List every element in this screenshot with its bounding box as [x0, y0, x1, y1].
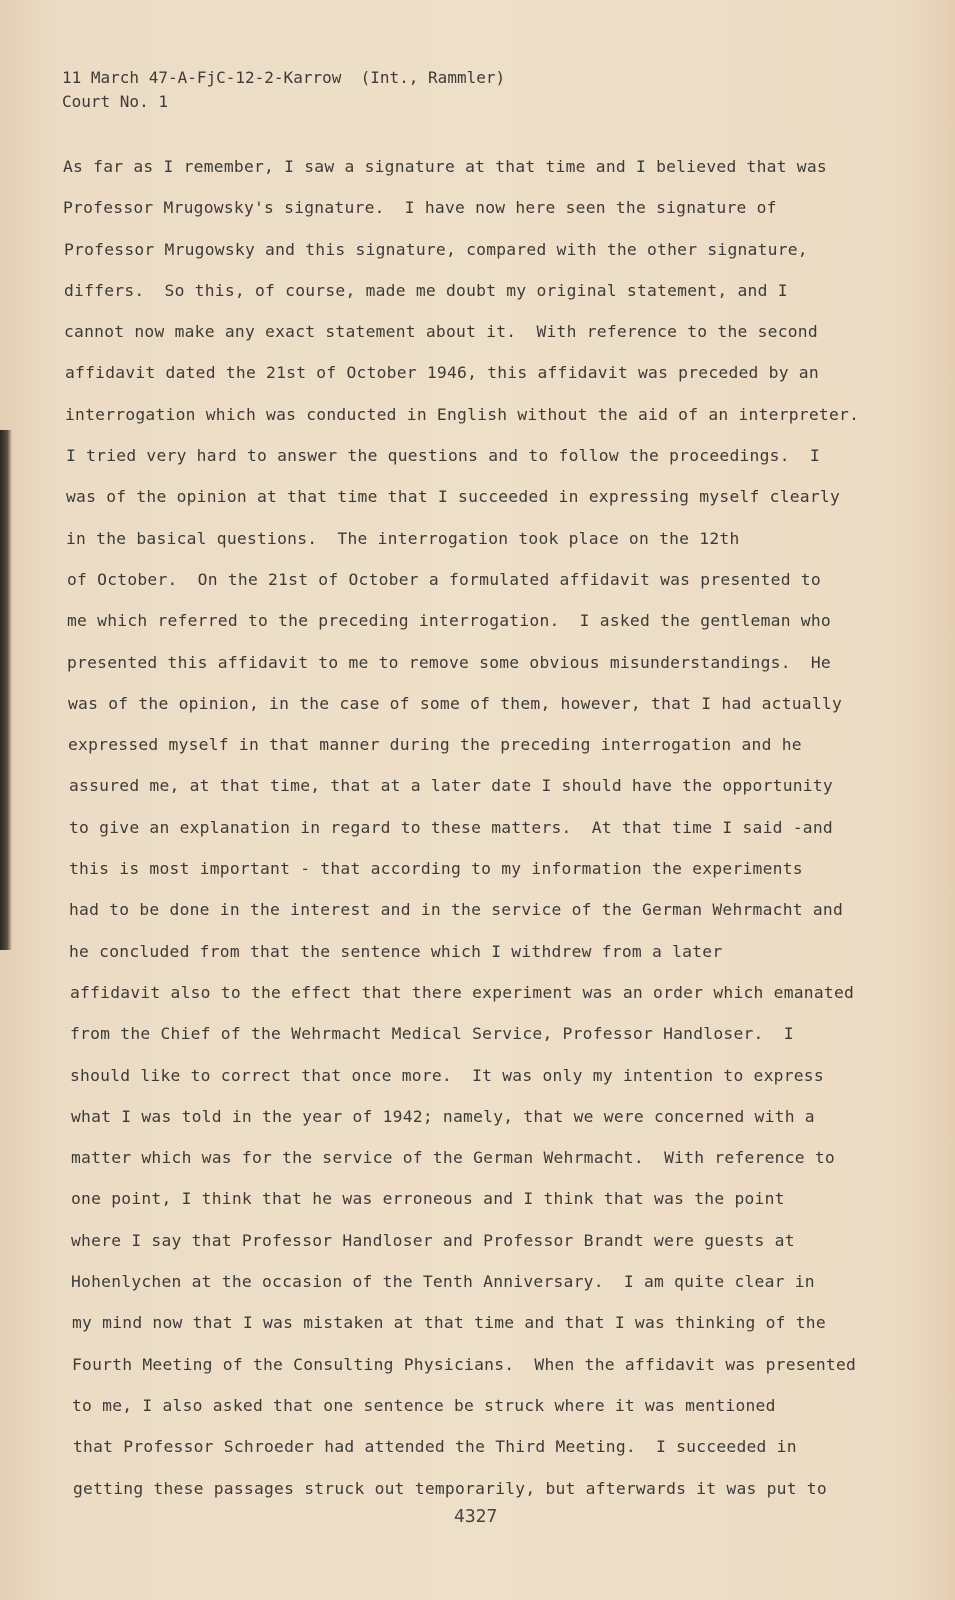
transcript-body — [63, 146, 913, 1509]
transcript-line: matter which was for the service of the German Wehrmacht. With reference to — [71, 1148, 835, 1168]
transcript-line: getting these passages struck out temporarily, but afterwards it was put to — [73, 1478, 827, 1498]
transcript-line: differs. So this, of course, made me doubt my original statement, and I — [64, 280, 788, 300]
transcript-line: should like to correct that once more. It was only my intention to express — [70, 1065, 824, 1085]
transcript-line: affidavit also to the effect that there experiment was an order which emanated — [70, 982, 855, 1002]
transcript-line: of October. On the 21st of October a formulated affidavit was presented to — [67, 569, 821, 589]
transcript-line: Hohenlychen at the occasion of the Tenth Anniversary. I am quite clear in — [71, 1272, 815, 1292]
transcript-line: had to be done in the interest and in the service of the German Wehrmacht and — [69, 900, 844, 920]
transcript-line: cannot now make any exact statement about it. With reference to the second — [64, 322, 818, 342]
transcript-line: me which referred to the preceding interrogation. I asked the gentleman who — [67, 611, 831, 631]
transcript-line: I tried very hard to answer the questions and to follow the proceedings. I — [66, 446, 820, 466]
transcript-line: what I was told in the year of 1942; namely, that we were concerned with a — [71, 1106, 815, 1126]
transcript-line: to give an explanation in regard to these matters. At that time I said -and — [69, 817, 833, 837]
transcript-line: was of the opinion, in the case of some of them, however, that I had actually — [68, 693, 843, 713]
page-binding-edge — [0, 430, 12, 950]
transcript-line: As far as I remember, I saw a signature at that time and I believed that was — [63, 157, 827, 176]
transcript-line: expressed myself in that manner during the preceding interrogation and he — [68, 735, 802, 755]
transcript-line: this is most important - that according to my information the experiments — [69, 859, 803, 879]
transcript-line: affidavit dated the 21st of October 1946, this affidavit was preceded by an — [65, 363, 819, 383]
page-number: 4327 — [454, 1506, 498, 1527]
transcript-line: presented this affidavit to me to remove some obvious misunderstandings. He — [67, 652, 831, 672]
transcript-line: was of the opinion at that time that I succeeded in expressing myself clearly — [66, 487, 841, 507]
transcript-line: he concluded from that the sentence which I withdrew from a later — [69, 941, 723, 961]
transcript-line: interrogation which was conducted in English without the aid of an interpreter. — [65, 404, 860, 424]
header-court-line: Court No. 1 — [62, 92, 168, 111]
transcript-line: where I say that Professor Handloser and Professor Brandt were guests at — [71, 1230, 795, 1250]
transcript-line: Professor Mrugowsky and this signature, compared with the other signature, — [64, 239, 808, 259]
transcript-line: assured me, at that time, that at a later date I should have the opportunity — [69, 776, 833, 796]
transcript-line: from the Chief of the Wehrmacht Medical Service, Professor Handloser. I — [70, 1024, 794, 1044]
document-header — [62, 66, 505, 114]
transcript-line: that Professor Schroeder had attended the Third Meeting. I succeeded in — [73, 1437, 797, 1457]
transcript-line: Fourth Meeting of the Consulting Physicians. When the affidavit was presented — [72, 1354, 857, 1374]
transcript-line: Professor Mrugowsky's signature. I have now here seen the signature of — [63, 198, 777, 218]
header-reference-line: 11 March 47-A-FjC-12-2-Karrow (Int., Rammler) — [62, 68, 506, 87]
transcript-line: in the basical questions. The interrogation took place on the 12th — [66, 528, 740, 548]
transcript-line: to me, I also asked that one sentence be struck where it was mentioned — [72, 1395, 776, 1415]
transcript-line: one point, I think that he was erroneous and I think that was the point — [71, 1189, 785, 1209]
transcript-line: my mind now that I was mistaken at that time and that I was thinking of the — [72, 1313, 826, 1333]
